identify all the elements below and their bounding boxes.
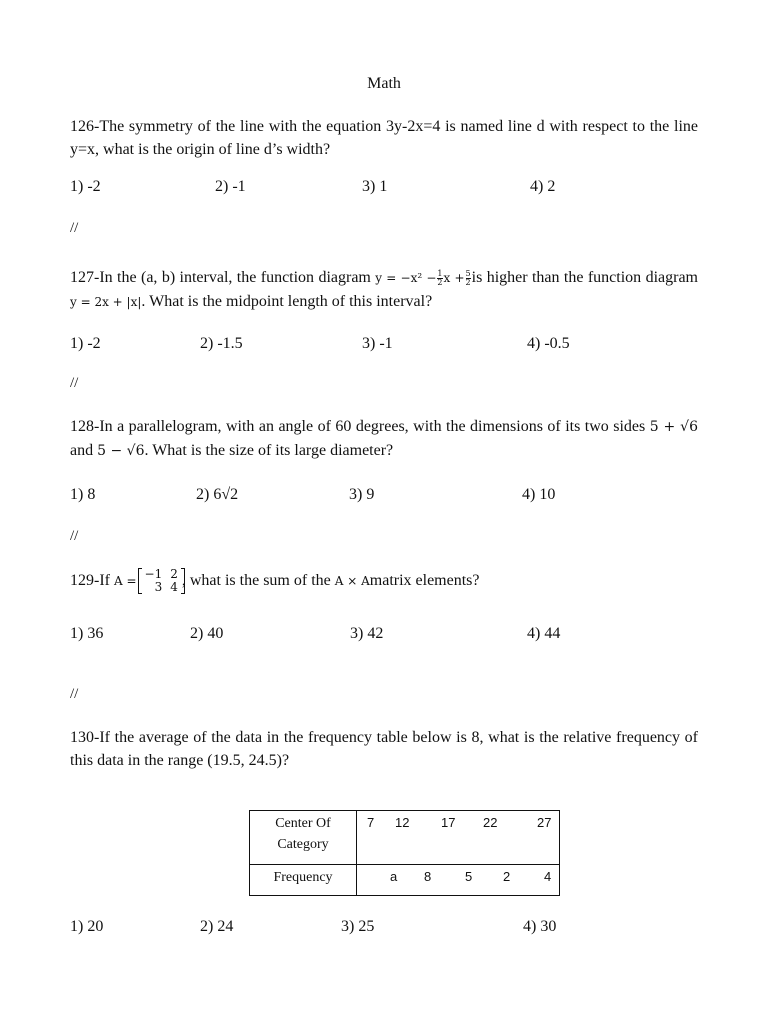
q130-option-3: 3) 25 xyxy=(341,918,375,935)
frequency-value: a xyxy=(390,868,398,884)
question-130-text: 130-If the average of the data in the frequency table below is 8, what is the relative frequency of this data in the range (19.5, 24.5)? xyxy=(70,729,698,769)
frequency-value: 4 xyxy=(544,868,552,884)
q129-option-1: 1) 36 xyxy=(70,625,104,642)
q128-option-3: 3) 9 xyxy=(349,486,375,503)
q128-option-1: 1) 8 xyxy=(70,486,96,503)
side-1-expression: 5 + √6 xyxy=(649,419,698,435)
frequency-value: 2 xyxy=(503,868,511,884)
question-129-text: 129-If A = −1 2 3 4 , what is the sum of the A × Amatrix elements? xyxy=(70,567,480,595)
frequency-values-cell xyxy=(357,864,560,895)
page-title: Math xyxy=(367,75,401,92)
center-value: 27 xyxy=(537,815,552,830)
q126-option-3: 3) 1 xyxy=(362,178,388,195)
matrix-a: −1 2 3 4 xyxy=(141,568,182,594)
equation-1: y = −x² − $\frac{1}{2}$ x + $\frac{5}{2}$ xyxy=(375,269,471,287)
center-value: 22 xyxy=(483,815,498,830)
q130-option-4: 4) 30 xyxy=(523,918,557,935)
separator: // xyxy=(70,528,79,544)
frequency-table xyxy=(249,810,560,896)
q127-option-1: 1) -2 xyxy=(70,335,101,352)
row-label-frequency: Frequency xyxy=(250,864,357,895)
question-127-text: 127-In the (a, b) interval, the function diagram y = −x² − $\frac{1}{2}$ x + $\frac{5}{2}$ is higher than the function diagram y = 2x + |x|. What is the midpoint length of this interval? xyxy=(70,269,698,310)
q127-option-4: 4) -0.5 xyxy=(527,335,570,352)
row-label-center-of-category: Center Of Category xyxy=(250,811,357,865)
q130-option-2: 2) 24 xyxy=(200,918,234,935)
center-value: 12 xyxy=(395,815,410,830)
side-2-expression: 5 − √6 xyxy=(97,443,145,459)
center-value: 17 xyxy=(441,815,456,830)
q126-option-4: 4) 2 xyxy=(530,178,556,195)
q130-option-1: 1) 20 xyxy=(70,918,104,935)
q126-option-2: 2) -1 xyxy=(215,178,246,195)
q127-option-2: 2) -1.5 xyxy=(200,335,243,352)
equation-2: y = 2x + |x| xyxy=(70,295,142,309)
matrix-label: A = xyxy=(113,574,137,588)
q129-option-2: 2) 40 xyxy=(190,625,224,642)
frequency-value: 5 xyxy=(465,868,473,884)
q128-option-2: 2) 6√2 xyxy=(196,486,239,503)
separator: // xyxy=(70,686,79,702)
question-126-text: 126-The symmetry of the line with the equation 3y-2x=4 is named line d with respect to the line y=x, what is the origin of line d’s width? xyxy=(70,118,698,158)
q127-option-3: 3) -1 xyxy=(362,335,393,352)
q129-option-3: 3) 42 xyxy=(350,625,384,642)
q128-option-4: 4) 10 xyxy=(522,486,556,503)
q129-option-4: 4) 44 xyxy=(527,625,561,642)
separator: // xyxy=(70,375,79,391)
matrix-product: A × A xyxy=(334,574,370,588)
center-values-cell xyxy=(357,811,560,865)
separator: // xyxy=(70,220,79,236)
q126-option-1: 1) -2 xyxy=(70,178,101,195)
center-value: 7 xyxy=(367,815,375,830)
question-128-text: 128-In a parallelogram, with an angle of 60 degrees, with the dimensions of its two sides 5 + √6 and 5 − √6. What is the size of its large diameter? xyxy=(70,418,698,459)
frequency-value: 8 xyxy=(424,868,432,884)
